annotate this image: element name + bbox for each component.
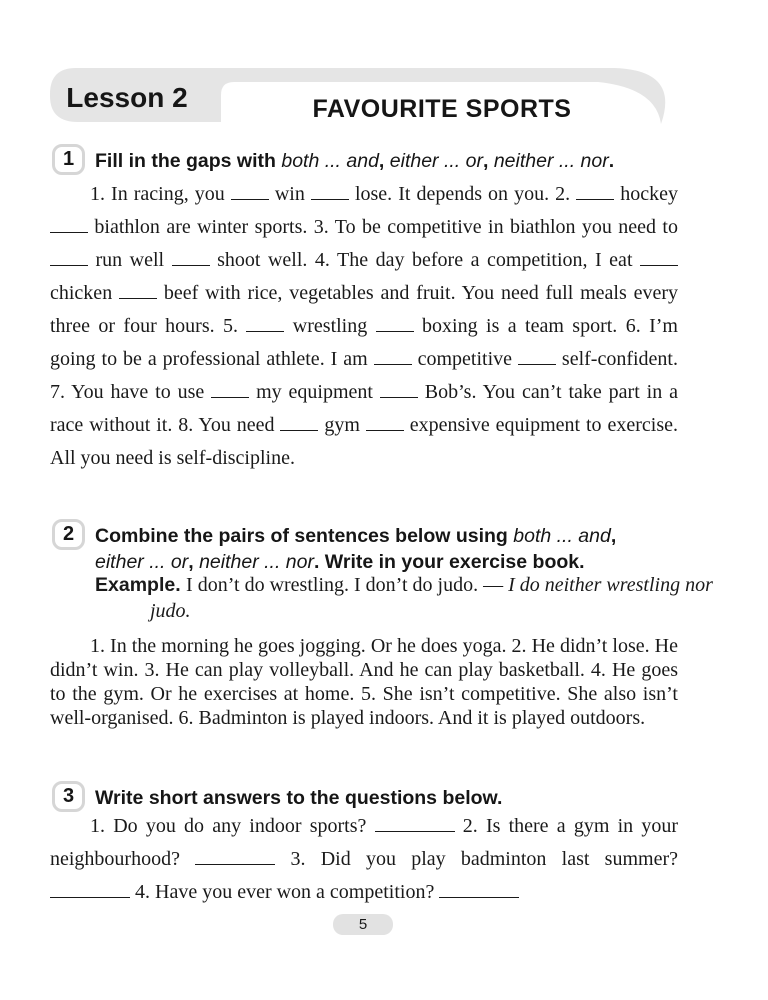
text-segment: Write short answers to the questions below.	[95, 787, 503, 809]
blank-line	[280, 428, 318, 431]
text-segment: either ... or	[95, 551, 189, 573]
page-title: FAVOURITE SPORTS	[312, 95, 572, 123]
blank-line	[172, 263, 210, 266]
blank-line	[374, 362, 412, 365]
blank-line	[518, 362, 556, 365]
page-number: 5	[358, 916, 368, 933]
lesson-label: Lesson 2	[66, 82, 188, 113]
header-banner	[0, 0, 768, 140]
blank-line	[380, 395, 418, 398]
exercise-2-example	[95, 572, 735, 624]
text-segment: Fill in the gaps with	[95, 150, 282, 172]
blank-line	[50, 895, 130, 898]
exercise-2-instruction	[95, 519, 655, 575]
blank-line	[376, 329, 414, 332]
exercise-2-badge: 2	[52, 519, 85, 550]
text-segment: neither ... nor	[493, 150, 609, 172]
blank-line	[231, 197, 269, 200]
text-segment: I don’t do wrestling. I don’t do judo. —	[186, 574, 509, 596]
exercise-2-header	[52, 519, 655, 575]
text-segment: both ... and	[281, 150, 379, 172]
exercise-1-body: 1. In racing, you win lose. It depends on you. 2. hockey biathlon are winter sports. 3. To be competitive in biathlon you need to run well shoot well. 4. The day before a competition, I eat chicken beef with rice, vegetables and fruit. You need full meals every three or four hours. 5. wrestling boxing is a team sport. 6. I’m going to be a professional athlete. I am competitive self-confident. 7. You have to use my equipment Bob’s. You can’t take part in a race without it. 8. You need gym expensive equipment to exercise. All you need is self-discipline.	[50, 183, 679, 469]
text-segment: ,	[378, 150, 390, 172]
text-segment: Example.	[95, 574, 187, 596]
text-segment: I do neither wrestling nor judo.	[150, 574, 713, 622]
blank-line	[195, 862, 275, 865]
text-segment: ,	[610, 525, 617, 547]
exercise-2-body: 1. In the morning he goes jogging. Or he does yoga. 2. He didn’t lose. He didn’t win. 3. He can play volleyball. And he can play basketball. 4. He goes to the gym. Or he exercises at home. 5. She isn’t competitive. She also isn’t well-organised. 6. Badminton is played indoors. And it is played outdoors.	[50, 635, 678, 729]
exercise-1-header	[52, 144, 655, 175]
text-segment: .	[608, 150, 615, 172]
exercise-3-instruction	[95, 781, 655, 811]
text-segment: Combine the pairs of sentences below using	[95, 525, 514, 547]
text-segment: either ... or	[389, 150, 483, 172]
blank-line	[311, 197, 349, 200]
exercise-3-body: 1. Do you do any indoor sports? 2. Is there a gym in your neighbourhood? 3. Did you play badminton last summer? 4. Have you ever won a competition?	[50, 815, 678, 903]
blank-line	[366, 428, 404, 431]
exercise-1-badge: 1	[52, 144, 85, 175]
text-segment: ,	[482, 150, 494, 172]
blank-line	[50, 263, 88, 266]
blank-line	[576, 197, 614, 200]
exercise-3-badge: 3	[52, 781, 85, 812]
text-segment: . Write in your exercise book.	[313, 551, 585, 573]
blank-line	[375, 829, 455, 832]
blank-line	[439, 895, 519, 898]
blank-line	[211, 395, 249, 398]
blank-line	[50, 230, 88, 233]
text-segment: both ... and	[513, 525, 611, 547]
text-segment: ,	[188, 551, 200, 573]
blank-line	[119, 296, 157, 299]
text-segment: neither ... nor	[199, 551, 314, 573]
blank-line	[640, 263, 678, 266]
exercise-1-instruction	[95, 144, 655, 174]
exercise-3-header	[52, 781, 655, 812]
blank-line	[246, 329, 284, 332]
page-number-pill	[333, 914, 393, 935]
